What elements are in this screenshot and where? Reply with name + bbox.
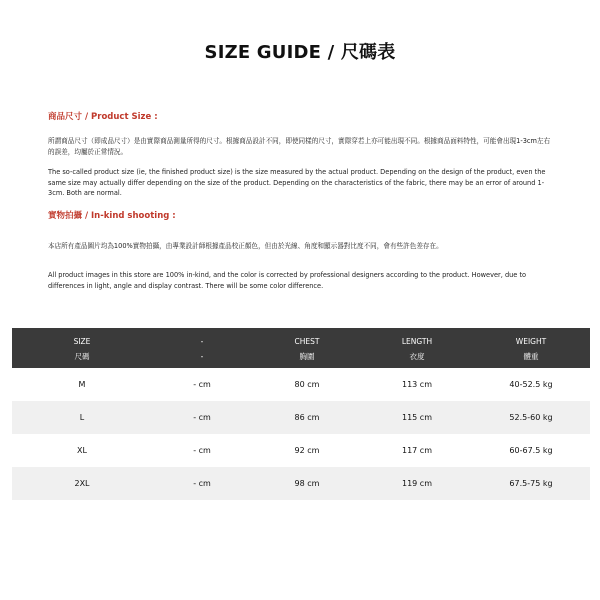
- header-blank: -: [152, 328, 252, 348]
- cell-weight: 40-52.5 kg: [509, 380, 553, 389]
- cell-size: M: [78, 380, 86, 389]
- cell-size: XL: [77, 446, 87, 455]
- cell-chest: 80 cm: [294, 380, 320, 389]
- cell-blank: - cm: [193, 380, 211, 389]
- product-size-en-text: The so-called product size (ie, the finished product size) is the size measured by the actual product. Depending on the design of the product, even the same size may actually differ depending on the size of the product. Depending on the characteristics of the fabric, there may be an error of around 1-3cm. Both are normal.: [48, 168, 546, 197]
- cell-length: 117 cm: [401, 446, 432, 455]
- cell-chest: 86 cm: [252, 401, 362, 434]
- header-chest: CHEST: [252, 328, 362, 348]
- cell-weight: 60-67.5 kg: [509, 446, 553, 455]
- table-header-en: [12, 328, 590, 348]
- product-size-zh-text: 所謂商品尺寸（即成品尺寸）是由實際商品測量所得的尺寸。根據商品設計不同，即使同樣的尺寸，實際穿若上亦可能出現不同。根據商品面料特性，可能會出現1-3cm左右的誤差，均屬於正常情況。: [48, 137, 551, 156]
- size-table: [12, 328, 590, 500]
- table-header-zh: [12, 348, 590, 368]
- cell-size: 2XL: [12, 467, 152, 500]
- cell-length: 119 cm: [362, 467, 472, 500]
- cell-length: 113 cm: [401, 380, 432, 389]
- table-row: [12, 467, 590, 500]
- header-size: SIZE: [12, 328, 152, 348]
- table-row: [12, 434, 590, 467]
- header-chest-zh: 胸圍: [252, 348, 362, 368]
- header-length-zh: 衣度: [362, 348, 472, 368]
- in-kind-en-text: All product images in this store are 100% in-kind, and the color is corrected by professional designers according to the product. However, due to differences in light, angle and display contrast. There will be some color difference.: [48, 271, 527, 290]
- in-kind-heading: 實物拍攝 / In-kind shooting :: [48, 211, 176, 221]
- page-title: SIZE GUIDE / 尺碼表: [204, 42, 396, 63]
- cell-chest: 92 cm: [294, 446, 320, 455]
- table-row: [12, 401, 590, 434]
- cell-blank: - cm: [152, 401, 252, 434]
- cell-blank: - cm: [193, 446, 211, 455]
- cell-blank: - cm: [152, 467, 252, 500]
- product-size-heading: 商品尺寸 / Product Size :: [48, 112, 158, 122]
- header-size-zh: 尺碼: [12, 348, 152, 368]
- header-weight-zh: 體重: [472, 348, 590, 368]
- header-blank-zh: -: [152, 348, 252, 368]
- table-row: [12, 368, 590, 401]
- cell-chest: 98 cm: [252, 467, 362, 500]
- cell-weight: 52.5-60 kg: [472, 401, 590, 434]
- header-weight: WEIGHT: [472, 328, 590, 348]
- in-kind-zh-text: 本店所有產品圖片均為100%實物拍攝，由專業設計師根據產品校正顏色，但由於光線、角度和顯示器對比度不同，會有些許色差存在。: [48, 242, 443, 250]
- cell-length: 115 cm: [362, 401, 472, 434]
- cell-weight: 67.5-75 kg: [472, 467, 590, 500]
- header-length: LENGTH: [362, 328, 472, 348]
- cell-size: L: [12, 401, 152, 434]
